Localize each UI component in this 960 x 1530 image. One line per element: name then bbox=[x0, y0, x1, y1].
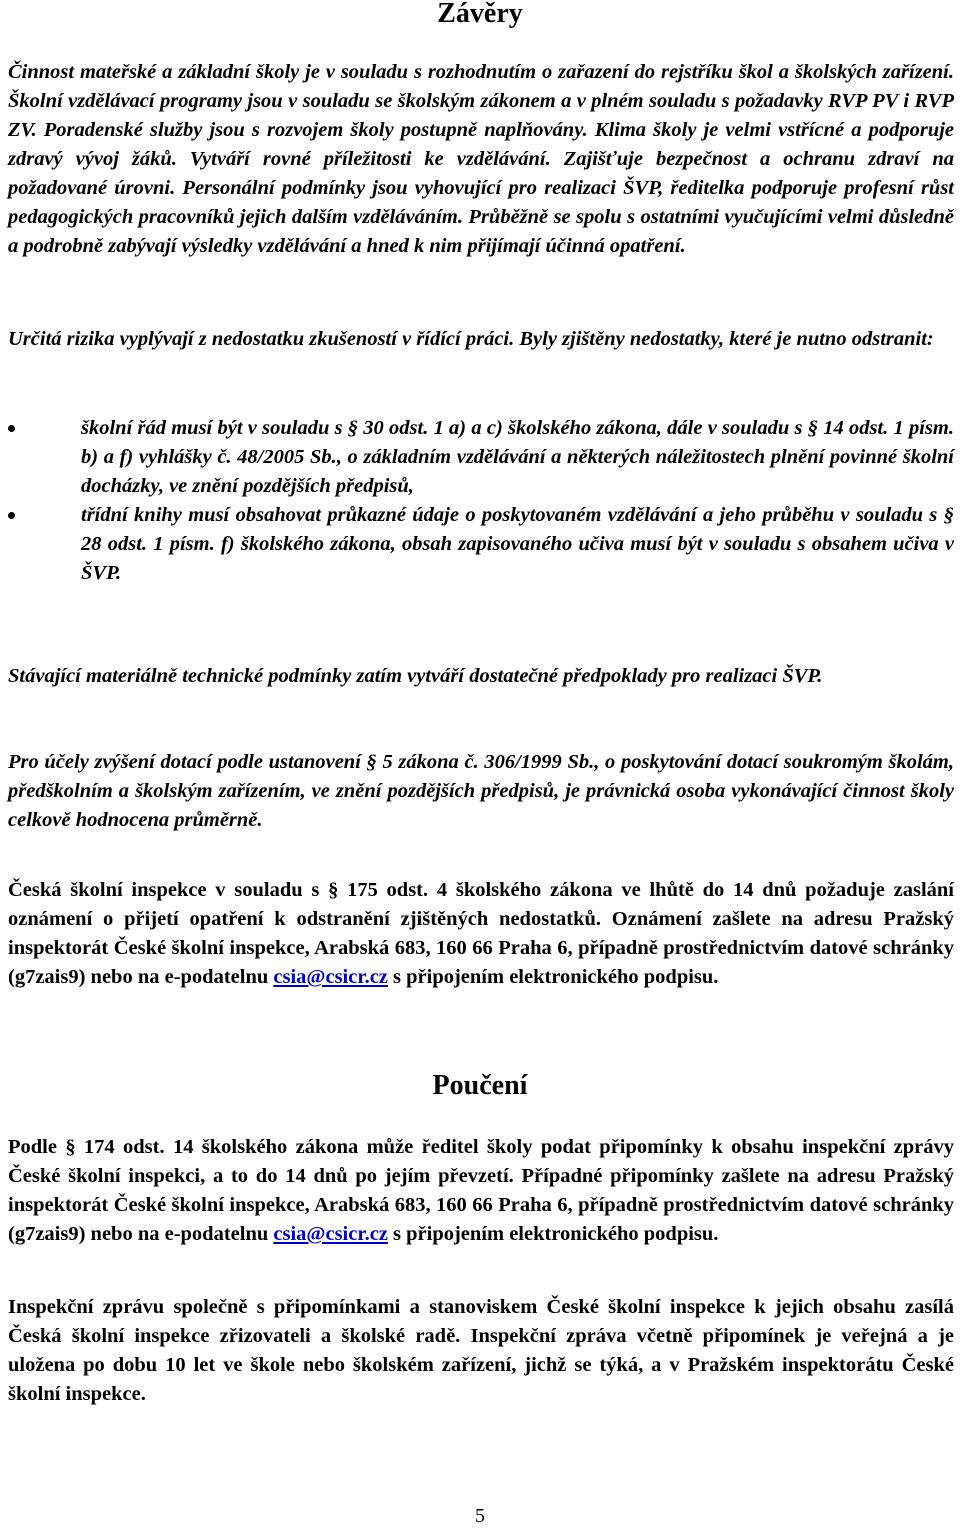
paragraph-inspection-request bbox=[8, 876, 954, 992]
list-item-text: třídní knihy musí obsahovat průkazné údaje o poskytovaném vzdělávání a jeho průběhu v souladu s § 28 odst. 1 písm. f) školského zákona, obsah zapisovaného učiva musí být v souladu s obsahem učiva v ŠVP. bbox=[81, 504, 954, 584]
email-link[interactable]: csia@csicr.cz bbox=[273, 1223, 388, 1245]
page-number: 5 bbox=[475, 1505, 485, 1527]
heading-pouceni: Poučení bbox=[432, 1070, 528, 1101]
email-link[interactable]: csia@csicr.cz bbox=[273, 966, 388, 988]
deficiency-list bbox=[8, 414, 954, 588]
paragraph-risks: Určitá rizika vyplývají z nedostatku zkušeností v řídící práci. Byly zjištěny nedostatky, které je nutno odstranit: bbox=[8, 328, 934, 350]
paragraph-text: Podle § 174 odst. 14 školského zákona může ředitel školy podat připomínky k obsahu inspekční zprávy České školní inspekci, a to do 14 dnů po jejím převzetí. Případné připomínky zašlete na adresu Pražský inspektorát České školní inspekce, Arabská 683, 160 66 Praha 6, případně prostřednictvím datové schránky (g7zais9) nebo na e-podatelnu bbox=[8, 1136, 954, 1245]
list-item bbox=[8, 414, 954, 501]
paragraph-text-end: s připojením elektronického podpisu. bbox=[387, 966, 719, 988]
paragraph-objections bbox=[8, 1133, 954, 1249]
paragraph-summary: Činnost mateřské a základní školy je v souladu s rozhodnutím o zařazení do rejstříku škol a školských zařízení. Školní vzdělávací programy jsou v souladu se školským zákonem a v plném souladu s požadavky RVP PV i RVP ZV. Poradenské služby jsou s rozvojem školy postupně naplňovány. Klima školy je velmi vstřícné a podporuje zdravý vývoj žáků. Vytváří rovné příležitosti ke vzdělávání. Zajišťuje bezpečnost a ochranu zdraví na požadované úrovni. Personální podmínky jsou vyhovující pro realizaci ŠVP, ředitelka podporuje profesní růst pedagogických pracovníků jejich dalším vzděláváním. Průběžně se spolu s ostatními vyučujícími velmi důsledně a podrobně zabývají výsledky vzdělávání a hned k nim přijímají účinná opatření. bbox=[8, 61, 954, 257]
paragraph-conditions: Stávající materiálně technické podmínky zatím vytváří dostatečné předpoklady pro realizaci ŠVP. bbox=[8, 665, 823, 687]
list-item bbox=[8, 501, 954, 588]
paragraph-text: Česká školní inspekce v souladu s § 175 odst. 4 školského zákona ve lhůtě do 14 dnů požaduje zaslání oznámení o přijetí opatření k odstranění zjištěných nedostatků. Oznámení zašlete na adresu Pražský inspektorát České školní inspekce, Arabská 683, 160 66 Praha 6, případně prostřednictvím datové schránky (g7zais9) nebo na e-podatelnu bbox=[8, 879, 954, 988]
bullet-icon bbox=[8, 425, 15, 432]
bullet-icon bbox=[8, 512, 15, 519]
paragraph-text-end: s připojením elektronického podpisu. bbox=[387, 1223, 719, 1245]
heading-zavery: Závěry bbox=[437, 0, 523, 29]
paragraph-report-distribution: Inspekční zprávu společně s připomínkami a stanoviskem České školní inspekce k jejich obsahu zasílá Česká školní inspekce zřizovateli a školské radě. Inspekční zpráva včetně připomínek je veřejná a je uložena po dobu 10 let ve škole nebo školském zařízení, jichž se týká, a v Pražském inspektorátu České školní inspekce. bbox=[8, 1296, 954, 1405]
list-item-text: školní řád musí být v souladu s § 30 odst. 1 a) a c) školského zákona, dále v souladu s § 14 odst. 1 písm. b) a f) vyhlášky č. 48/2005 Sb., o základním vzdělávání a některých náležitostech plnění povinné školní docházky, ve znění pozdějších předpisů, bbox=[81, 417, 954, 497]
paragraph-subsidies: Pro účely zvýšení dotací podle ustanovení § 5 zákona č. 306/1999 Sb., o poskytování dotací soukromým školám, předškolním a školským zařízením, ve znění pozdějších předpisů, je právnická osoba vykonávající činnost školy celkově hodnocena průměrně. bbox=[8, 751, 954, 831]
